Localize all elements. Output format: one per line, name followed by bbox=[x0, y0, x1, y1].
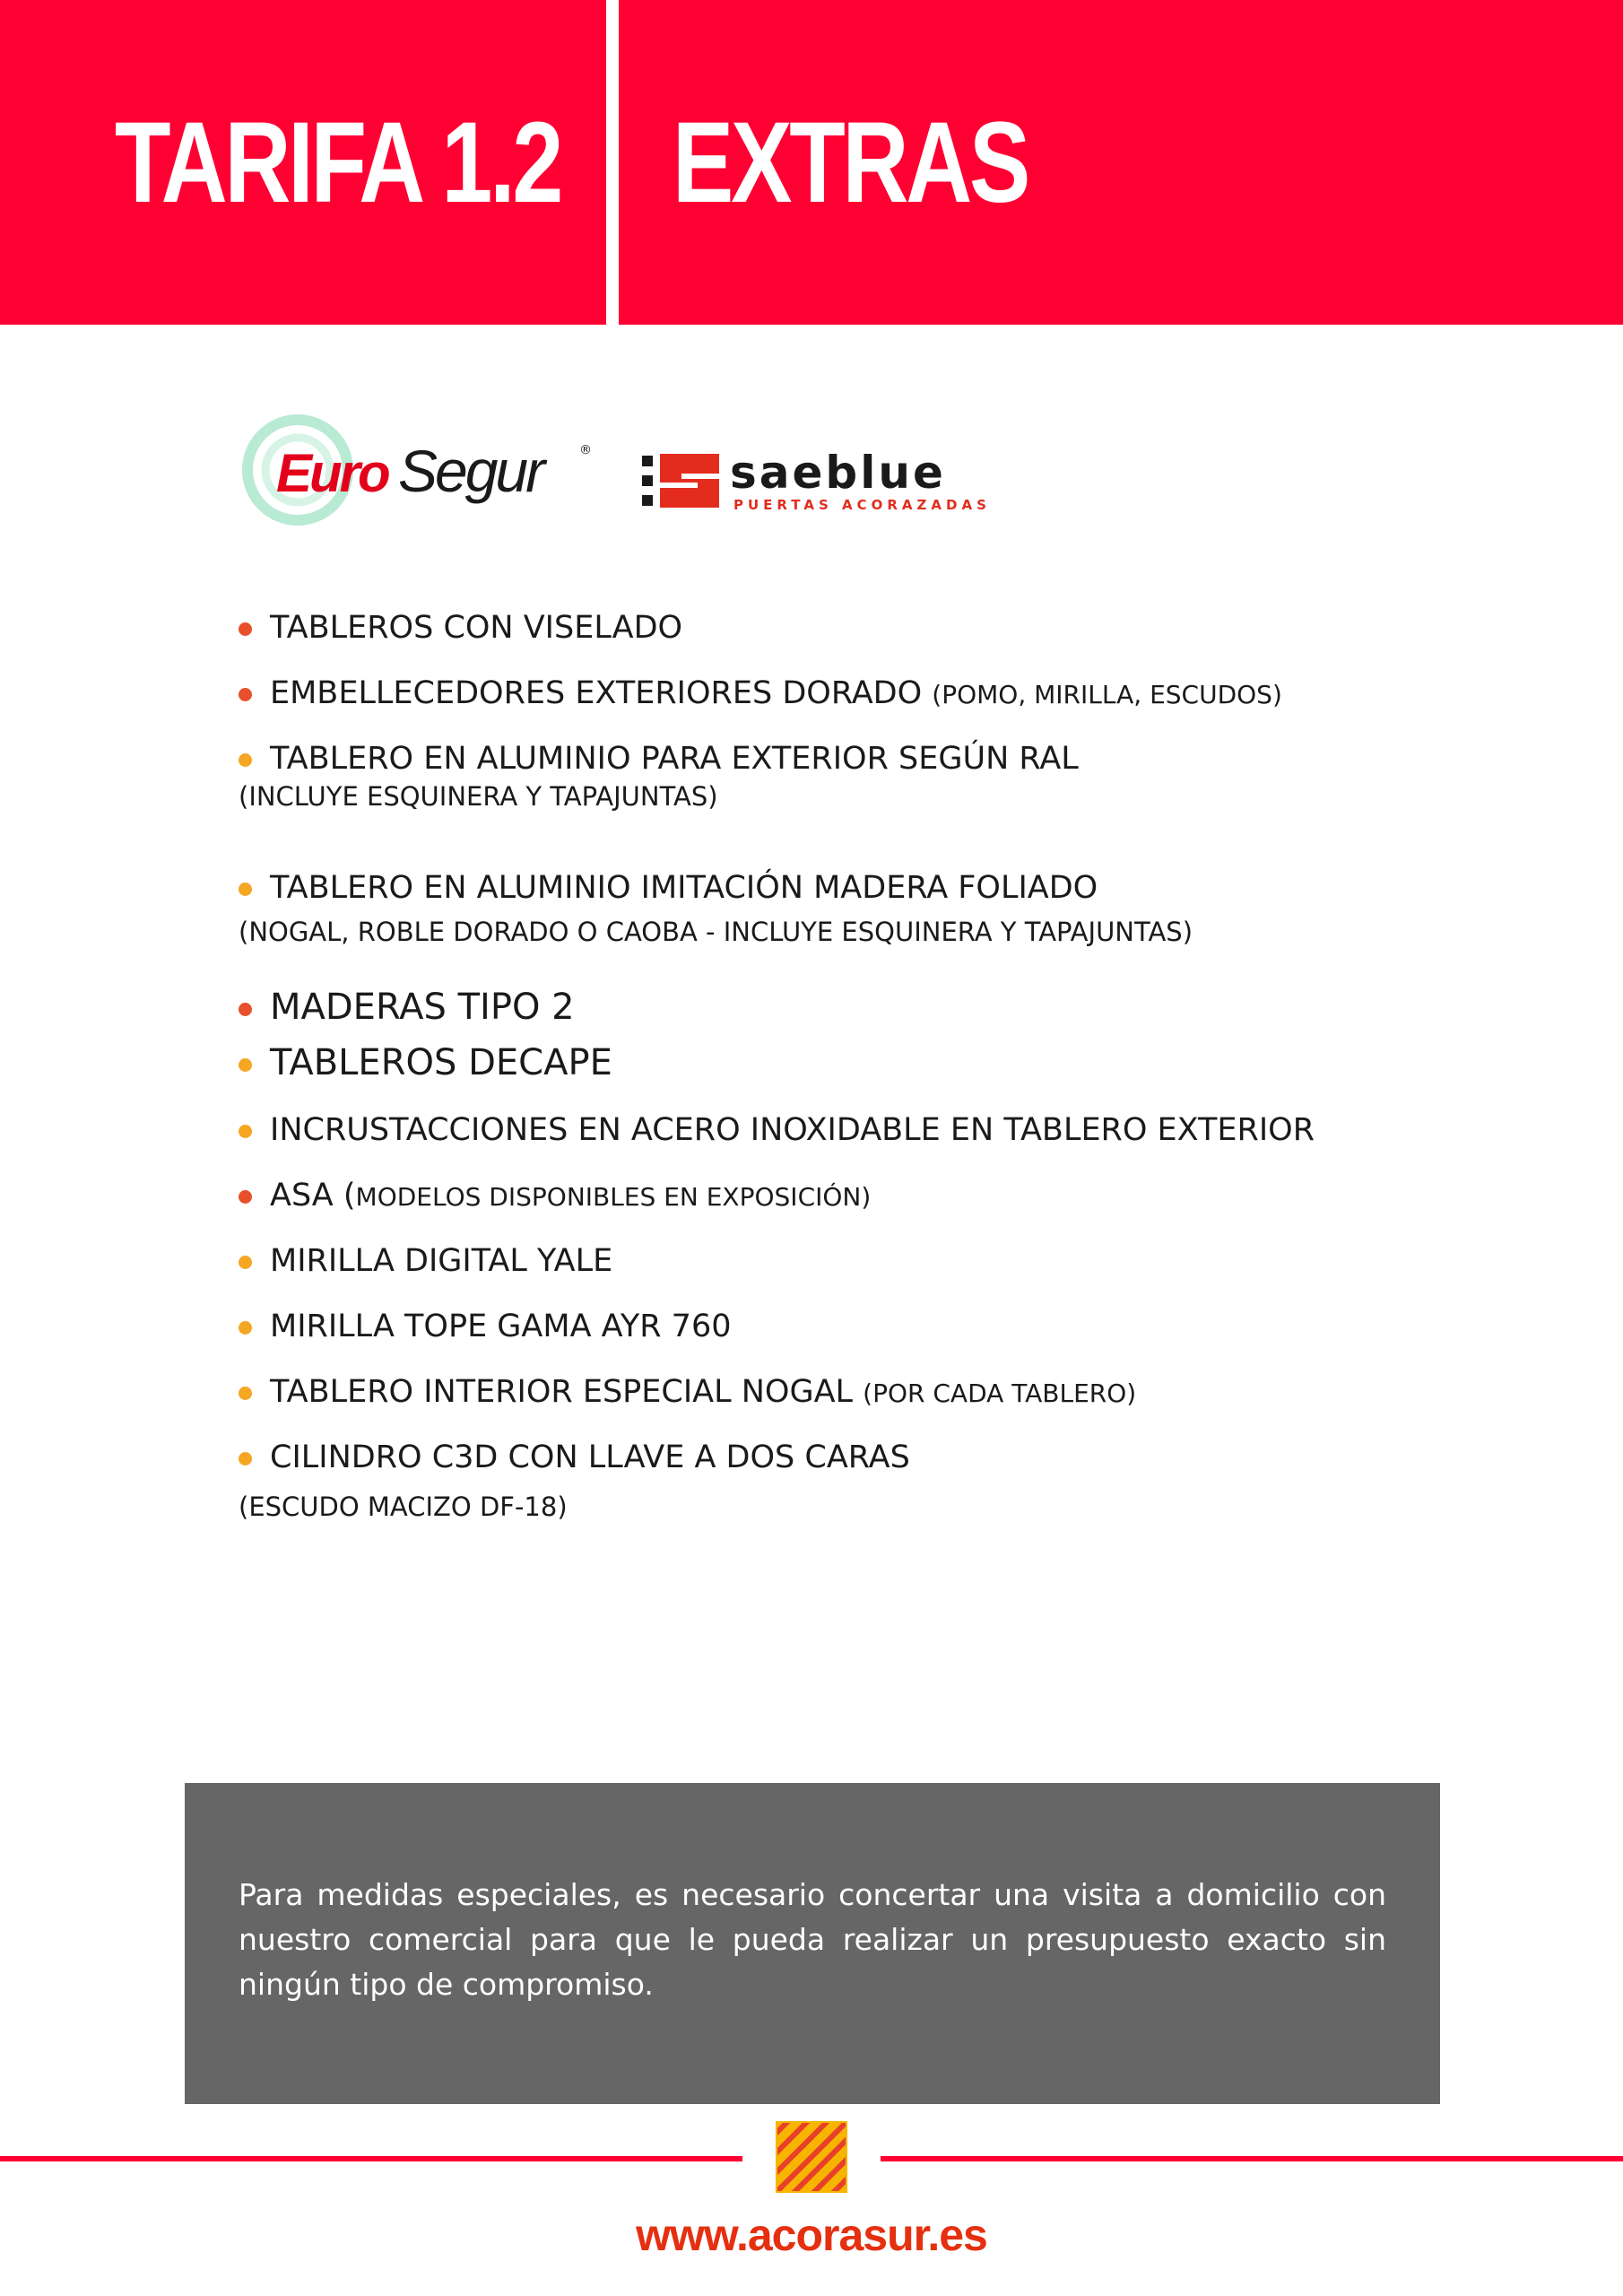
eurosegur-logo-segur: Segur bbox=[398, 438, 543, 504]
item-label: EMBELLECEDORES EXTERIORES DORADO bbox=[270, 675, 923, 711]
bullet-icon bbox=[239, 1321, 252, 1335]
item-label: TABLERO INTERIOR ESPECIAL NOGAL bbox=[270, 1374, 854, 1410]
bullet-icon bbox=[239, 883, 252, 896]
saeblue-logo-name: saeblue bbox=[730, 447, 946, 499]
bullet-icon bbox=[239, 688, 252, 701]
item-note: (POR CADA TABLERO) bbox=[863, 1378, 1137, 1408]
notice-text: Para medidas especiales, es necesario concertar una visita a domicilio con nuestro comercial para que le pueda realizar un presupuesto exacto sin ningún tipo de compromiso. bbox=[239, 1877, 1386, 2002]
header-title-extras: EXTRAS bbox=[673, 99, 1028, 227]
bullet-icon bbox=[239, 1003, 252, 1016]
bullet-icon bbox=[239, 1256, 252, 1269]
bullet-icon bbox=[239, 1190, 252, 1204]
bullet-icon bbox=[239, 622, 252, 636]
footer-divider-right bbox=[881, 2156, 1623, 2161]
saeblue-logo-tagline: PUERTAS ACORAZADAS bbox=[733, 497, 991, 513]
item-label: TABLEROS CON VISELADO bbox=[270, 610, 683, 646]
item-label: INCRUSTACCIONES EN ACERO INOXIDABLE EN TABLERO EXTERIOR bbox=[270, 1112, 1315, 1148]
bullet-icon bbox=[239, 1452, 252, 1465]
acorasur-logo-icon bbox=[773, 2118, 850, 2196]
bullet-icon bbox=[239, 1058, 252, 1072]
header-title-tarifa: TARIFA 1.2 bbox=[115, 99, 561, 227]
footer-divider-left bbox=[0, 2156, 742, 2161]
website-link[interactable]: www.acorasur.es bbox=[636, 2210, 987, 2260]
item-label: MADERAS TIPO 2 bbox=[270, 987, 575, 1028]
item-label: CILINDRO C3D CON LLAVE A DOS CARAS bbox=[270, 1439, 910, 1475]
item-subnote: (ESCUDO MACIZO DF-18) bbox=[239, 1492, 568, 1522]
item-label: TABLEROS DECAPE bbox=[270, 1042, 612, 1083]
bullet-icon bbox=[239, 1125, 252, 1138]
item-label: MIRILLA DIGITAL YALE bbox=[270, 1243, 613, 1279]
eurosegur-logo-mark: ® bbox=[579, 443, 592, 457]
eurosegur-logo-euro: Euro bbox=[276, 443, 388, 503]
item-label: TABLERO EN ALUMINIO PARA EXTERIOR SEGÚN RAL bbox=[270, 741, 1079, 777]
item-note: (POMO, MIRILLA, ESCUDOS) bbox=[932, 680, 1282, 709]
item-note: MODELOS DISPONIBLES EN EXPOSICIÓN) bbox=[355, 1182, 872, 1212]
bullet-icon bbox=[239, 753, 252, 767]
item-subnote: (NOGAL, ROBLE DORADO O CAOBA - INCLUYE ESQUINERA Y TAPAJUNTAS) bbox=[239, 917, 1193, 947]
item-label: MIRILLA TOPE GAMA AYR 760 bbox=[270, 1309, 732, 1344]
notice-box bbox=[185, 1783, 1440, 2104]
item-label: TABLERO EN ALUMINIO IMITACIÓN MADERA FOLIADO bbox=[270, 870, 1098, 906]
bullet-icon bbox=[239, 1387, 252, 1400]
item-subnote: (INCLUYE ESQUINERA Y TAPAJUNTAS) bbox=[239, 781, 718, 812]
item-label: ASA ( bbox=[270, 1178, 356, 1213]
